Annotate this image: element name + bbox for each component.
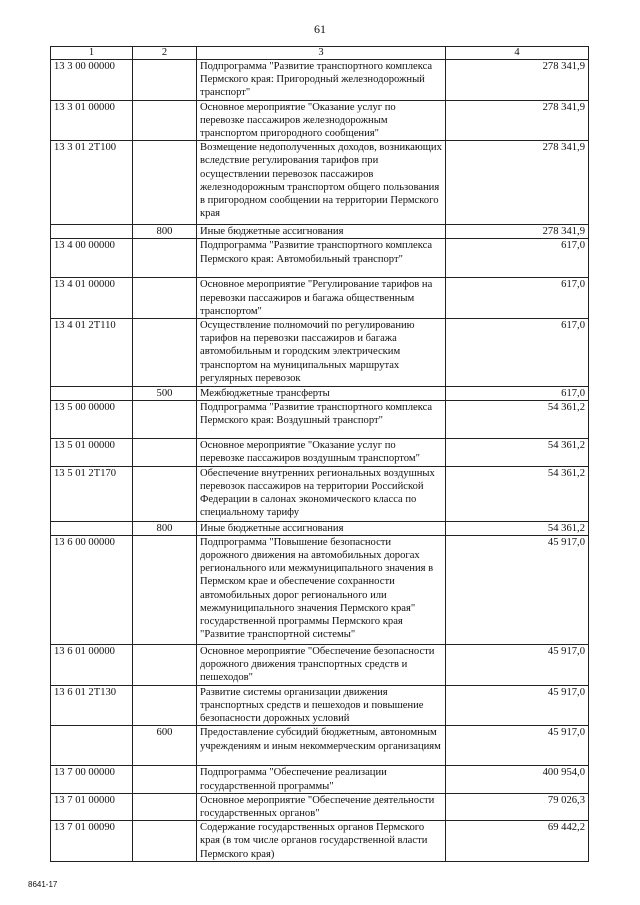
row-amount-cell: 45 917,0	[446, 535, 589, 644]
table-row	[51, 225, 589, 239]
row-amount-cell: 54 361,2	[446, 439, 589, 466]
row-name-cell: Основное мероприятие "Оказание услуг по перевозке пассажиров железнодорожным транспортом пригородного сообщения"	[197, 100, 446, 141]
row-name-cell: Основное мероприятие "Обеспечение безопасности дорожного движения транспортных средств и пешеходов"	[197, 644, 446, 685]
row-code-cell: 13 5 01 2Т170	[51, 466, 133, 521]
row-code-cell: 13 3 01 00000	[51, 100, 133, 141]
row-expense-type-cell: 500	[133, 387, 197, 401]
row-name-cell: Предоставление субсидий бюджетным, автономным учреждениям и иным некоммерческим организациям	[197, 726, 446, 766]
table-row	[51, 766, 589, 793]
table-row	[51, 821, 589, 862]
row-amount-cell: 45 917,0	[446, 644, 589, 685]
row-amount-cell: 278 341,9	[446, 100, 589, 141]
row-amount-cell: 400 954,0	[446, 766, 589, 793]
row-amount-cell: 45 917,0	[446, 685, 589, 726]
row-expense-type-cell	[133, 60, 197, 101]
row-name-cell: Иные бюджетные ассигнования	[197, 521, 446, 535]
row-expense-type-cell	[133, 685, 197, 726]
column-header-1: 1	[51, 47, 133, 60]
row-name-cell: Основное мероприятие "Регулирование тарифов на перевозки пассажиров и багажа общественным транспортом"	[197, 278, 446, 319]
row-name-cell: Подпрограмма "Развитие транспортного комплекса Пермского края: Автомобильный транспорт"	[197, 239, 446, 278]
row-amount-cell: 278 341,9	[446, 60, 589, 101]
row-amount-cell: 54 361,2	[446, 466, 589, 521]
table-row	[51, 793, 589, 820]
row-amount-cell: 278 341,9	[446, 141, 589, 225]
row-expense-type-cell	[133, 239, 197, 278]
table-row	[51, 685, 589, 726]
row-expense-type-cell	[133, 466, 197, 521]
row-amount-cell: 54 361,2	[446, 401, 589, 439]
row-amount-cell: 617,0	[446, 387, 589, 401]
table-row	[51, 466, 589, 521]
row-name-cell: Развитие системы организации движения транспортных средств и пешеходов и повышение безопасности дорожных условий	[197, 685, 446, 726]
row-code-cell: 13 4 01 00000	[51, 278, 133, 319]
row-code-cell	[51, 521, 133, 535]
row-code-cell: 13 6 01 2Т130	[51, 685, 133, 726]
row-expense-type-cell	[133, 439, 197, 466]
row-name-cell: Подпрограмма "Обеспечение реализации государственной программы"	[197, 766, 446, 793]
row-code-cell: 13 6 01 00000	[51, 644, 133, 685]
row-code-cell	[51, 726, 133, 766]
row-name-cell: Подпрограмма "Развитие транспортного комплекса Пермского края: Воздушный транспорт"	[197, 401, 446, 439]
row-expense-type-cell: 800	[133, 521, 197, 535]
row-expense-type-cell: 800	[133, 225, 197, 239]
row-name-cell: Осуществление полномочий по регулированию тарифов на перевозки пассажиров и багажа автомобильным и городским электрическим транспортом на муниципальных маршрутах регулярных перевозок	[197, 319, 446, 387]
row-expense-type-cell	[133, 278, 197, 319]
row-code-cell	[51, 387, 133, 401]
row-code-cell: 13 4 00 00000	[51, 239, 133, 278]
table-body	[51, 60, 589, 862]
row-expense-type-cell	[133, 793, 197, 820]
budget-table	[50, 46, 589, 862]
row-code-cell: 13 3 01 2Т100	[51, 141, 133, 225]
row-expense-type-cell	[133, 141, 197, 225]
table-row	[51, 726, 589, 766]
row-name-cell: Возмещение недополученных доходов, возникающих вследствие регулирования тарифов при осуществлении перевозок пассажиров железнодорожным транспортом общего пользования в пригородном сообщении на территории Пермского края	[197, 141, 446, 225]
table-row	[51, 387, 589, 401]
row-amount-cell: 45 917,0	[446, 726, 589, 766]
column-header-4: 4	[446, 47, 589, 60]
header-row	[51, 47, 589, 60]
row-name-cell: Межбюджетные трансферты	[197, 387, 446, 401]
column-header-3: 3	[197, 47, 446, 60]
row-name-cell: Обеспечение внутренних региональных воздушных перевозок пассажиров на территории Российской Федерации в салонах экономического класса по специальному тарифу	[197, 466, 446, 521]
table-row	[51, 239, 589, 278]
row-expense-type-cell	[133, 319, 197, 387]
row-name-cell: Основное мероприятие "Оказание услуг по перевозке пассажиров воздушным транспортом"	[197, 439, 446, 466]
document-code: 8641-17	[28, 880, 58, 889]
row-code-cell: 13 4 01 2Т110	[51, 319, 133, 387]
page-number: 61	[314, 22, 326, 36]
row-name-cell: Содержание государственных органов Пермского края (в том числе органов государственной власти Пермского края)	[197, 821, 446, 862]
row-amount-cell: 617,0	[446, 319, 589, 387]
table-row	[51, 141, 589, 225]
row-expense-type-cell	[133, 821, 197, 862]
column-header-2: 2	[133, 47, 197, 60]
table-row	[51, 319, 589, 387]
row-name-cell: Основное мероприятие "Обеспечение деятельности государственных органов"	[197, 793, 446, 820]
row-name-cell: Подпрограмма "Развитие транспортного комплекса Пермского края: Пригородный железнодорожный транспорт"	[197, 60, 446, 101]
table-row	[51, 401, 589, 439]
row-name-cell: Иные бюджетные ассигнования	[197, 225, 446, 239]
table-row	[51, 521, 589, 535]
table-row	[51, 439, 589, 466]
row-amount-cell: 69 442,2	[446, 821, 589, 862]
table-row	[51, 100, 589, 141]
table-row	[51, 60, 589, 101]
row-code-cell: 13 6 00 00000	[51, 535, 133, 644]
row-code-cell: 13 3 00 00000	[51, 60, 133, 101]
row-amount-cell: 278 341,9	[446, 225, 589, 239]
table-row	[51, 535, 589, 644]
row-code-cell: 13 7 00 00000	[51, 766, 133, 793]
row-amount-cell: 617,0	[446, 278, 589, 319]
row-expense-type-cell	[133, 535, 197, 644]
row-code-cell: 13 7 01 00000	[51, 793, 133, 820]
row-code-cell	[51, 225, 133, 239]
row-expense-type-cell	[133, 644, 197, 685]
row-amount-cell: 617,0	[446, 239, 589, 278]
row-code-cell: 13 7 01 00090	[51, 821, 133, 862]
row-code-cell: 13 5 01 00000	[51, 439, 133, 466]
row-code-cell: 13 5 00 00000	[51, 401, 133, 439]
table-row	[51, 278, 589, 319]
row-expense-type-cell	[133, 401, 197, 439]
row-expense-type-cell	[133, 100, 197, 141]
row-name-cell: Подпрограмма "Повышение безопасности дорожного движения на автомобильных дорогах регионального или межмуниципального значения в Пермском крае и обеспечение сохранности автомобильных дорог регионального или межмуниципального значения Пермского края" государственной программы Пермского края "Развитие транспортной системы"	[197, 535, 446, 644]
row-amount-cell: 54 361,2	[446, 521, 589, 535]
table-row	[51, 644, 589, 685]
row-expense-type-cell	[133, 766, 197, 793]
row-amount-cell: 79 026,3	[446, 793, 589, 820]
row-expense-type-cell: 600	[133, 726, 197, 766]
